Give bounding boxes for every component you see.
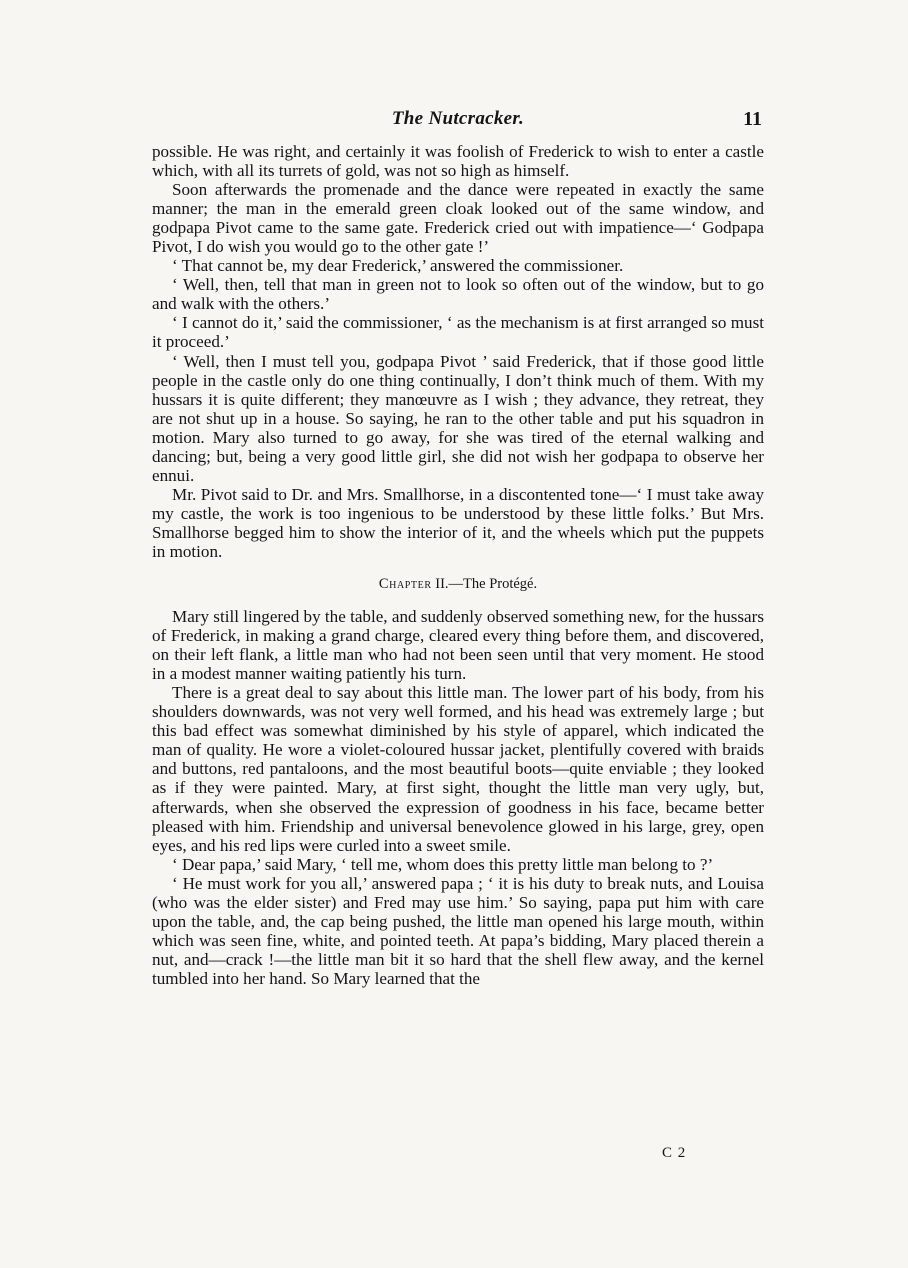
paragraph: ‘ Well, then I must tell you, godpapa Pivot ’ said Frederick, that if those good little people in the castle only do one thing continually, I don’t think much of them. With my hussars it is quite different; they manœuvre as I wish ; they advance, they retreat, they are not shut up in a house. So saying, he ran to the other table and put his squadron in motion. Mary also turned to go away, for she was tired of the eternal walking and dancing; but, being a very good little girl, she did not wish her godpapa to observe her ennui. <box>152 351 764 485</box>
page-body <box>152 142 764 988</box>
running-title: The Nutcracker. <box>391 108 525 129</box>
paragraph: ‘ I cannot do it,’ said the commissioner, ‘ as the mechanism is at first arranged so must it proceed.’ <box>152 313 764 352</box>
chapter-label: Chapter <box>378 576 432 593</box>
page-number: 11 <box>743 108 762 130</box>
paragraph: ‘ Well, then, tell that man in green not to look so often out of the window, but to go and walk with the others.’ <box>152 275 764 314</box>
signature-mark: C 2 <box>662 1145 687 1161</box>
chapter-heading <box>152 574 764 594</box>
paragraph: possible. He was right, and certainly it was foolish of Frederick to wish to enter a castle which, with all its turrets of gold, was not so high as himself. <box>152 142 764 181</box>
paragraph: Mary still lingered by the table, and suddenly observed something new, for the hussars of Frederick, in making a grand charge, cleared every thing before them, and discovered, on their left flank, a little man who had not been seen until that very moment. He stood in a modest manner waiting patiently his turn. <box>152 607 764 684</box>
paragraph: ‘ He must work for you all,’ answered papa ; ‘ it is his duty to break nuts, and Louisa (who was the elder sister) and Fred may use him.’ So saying, papa put him with care upon the table, and, the cap being pushed, the little man opened his large mouth, within which was seen fine, white, and pointed teeth. At papa’s bidding, Mary placed therein a nut, and—crack !—the little man bit it so hard that the shell flew away, and the kernel tumbled into her hand. So Mary learned that the <box>152 873 764 988</box>
paragraph: ‘ That cannot be, my dear Frederick,’ answered the commissioner. <box>172 256 624 276</box>
chapter-title: II.—The Protégé. <box>435 576 538 593</box>
paragraph: ‘ Dear papa,’ said Mary, ‘ tell me, whom does this pretty little man belong to ?’ <box>172 854 714 874</box>
page-header <box>152 108 764 136</box>
paragraph: Mr. Pivot said to Dr. and Mrs. Smallhorse, in a discontented tone—‘ I must take away my castle, the work is too ingenious to be understood by these little folks.’ But Mrs. Smallhorse begged him to show the interior of it, and the wheels which put the puppets in motion. <box>152 484 764 561</box>
paragraph: There is a great deal to say about this little man. The lower part of his body, from his shoulders downwards, was not very well formed, and his head was extremely large ; but this bad effect was somewhat diminished by his style of apparel, which indicated the man of quality. He wore a violet-coloured hussar jacket, plentifully covered with braids and buttons, red pantaloons, and the most beautiful boots—quite enviable ; they looked as if they were painted. Mary, at first sight, thought the little man very ugly, but, afterwards, when she observed the expression of goodness in his face, became better pleased with him. Friendship and universal benevolence glowed in his large, grey, open eyes, and his red lips were curled into a sweet smile. <box>152 683 764 855</box>
paragraph: Soon afterwards the promenade and the dance were repeated in exactly the same manner; the man in the emerald green cloak looked out of the same window, and godpapa Pivot came to the same gate. Frederick cried out with impatience—‘ Godpapa Pivot, I do wish you would go to the other gate !’ <box>152 180 764 257</box>
